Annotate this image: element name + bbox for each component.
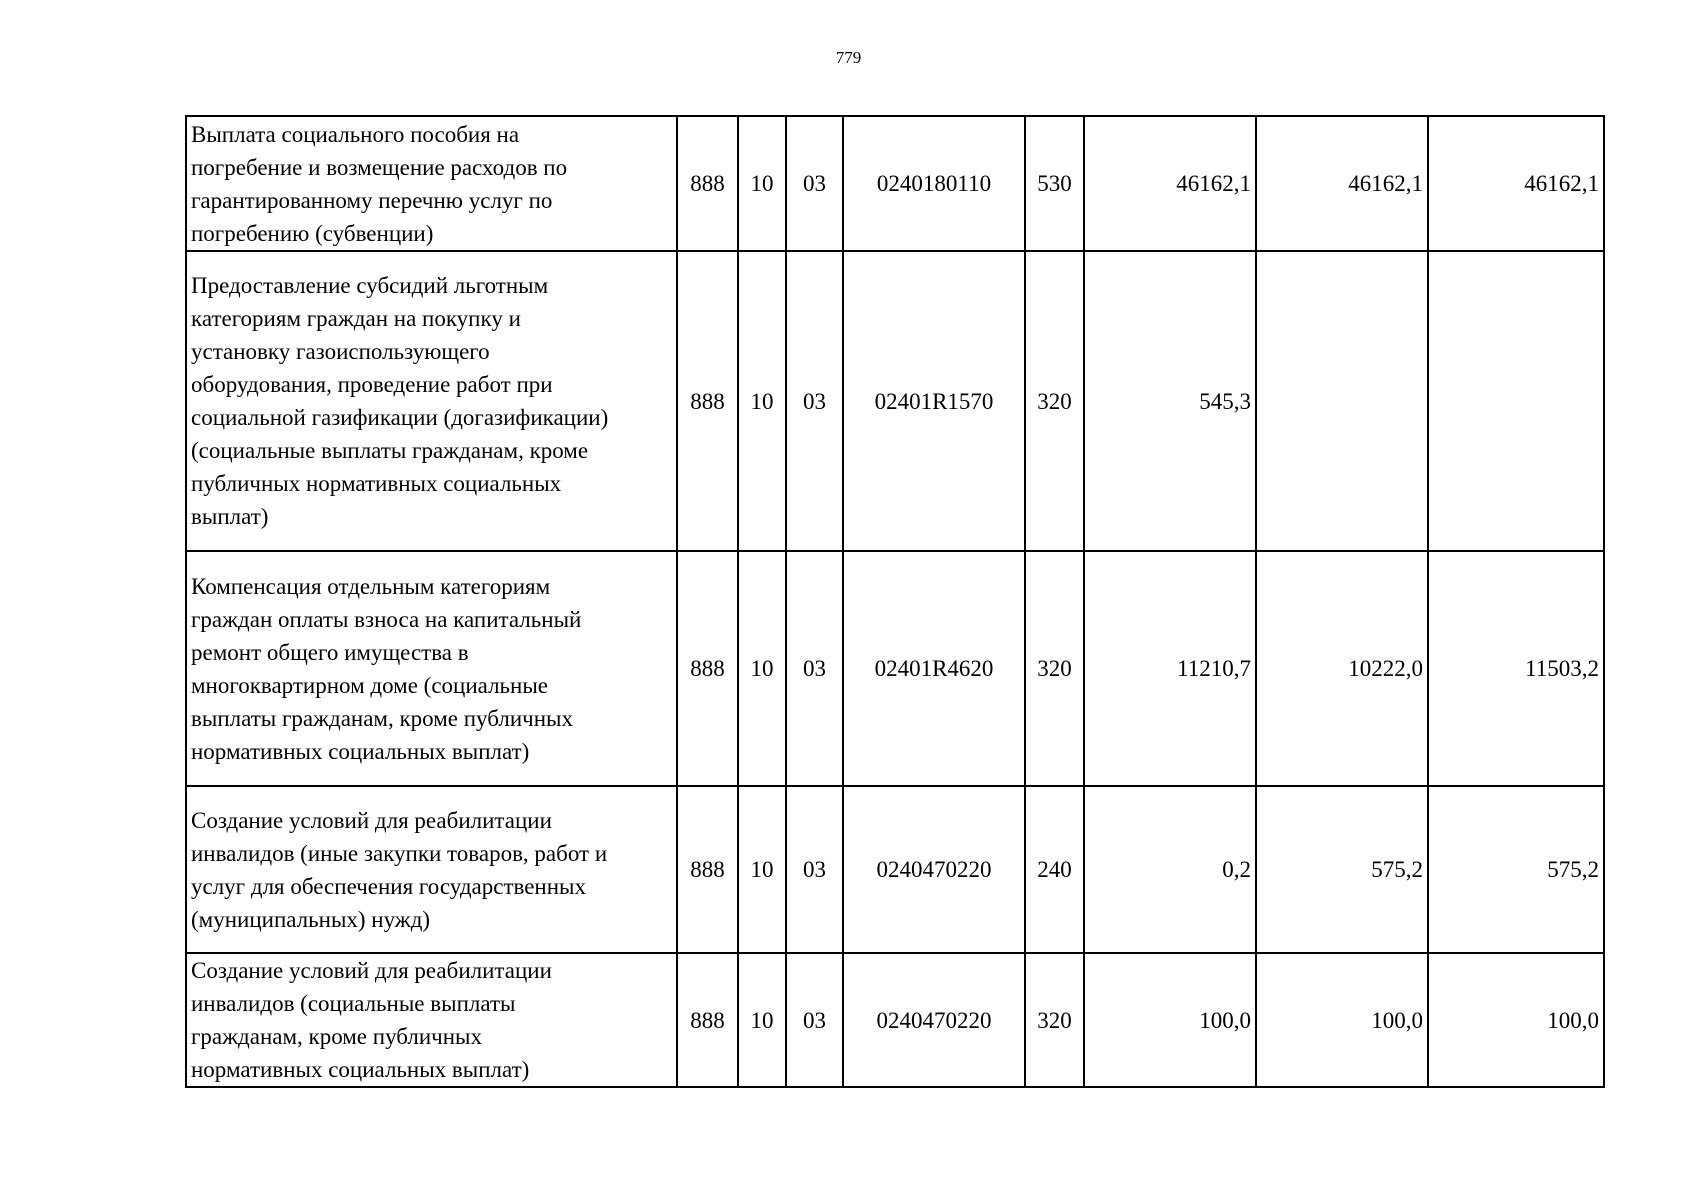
section-code-cell: 10 bbox=[738, 551, 786, 786]
target-article-cell: 0240470220 bbox=[843, 786, 1025, 953]
budget-table bbox=[185, 115, 1605, 1088]
subsection-code-cell: 03 bbox=[786, 786, 843, 953]
sum-year-1-cell: 100,0 bbox=[1084, 953, 1256, 1087]
sum-year-3-cell: 46162,1 bbox=[1428, 116, 1604, 251]
expense-type-cell: 320 bbox=[1025, 551, 1084, 786]
sum-year-2-cell: 10222,0 bbox=[1256, 551, 1428, 786]
target-article-cell: 02401R4620 bbox=[843, 551, 1025, 786]
section-code-cell: 10 bbox=[738, 786, 786, 953]
sum-year-2-cell bbox=[1256, 251, 1428, 551]
subsection-code-cell: 03 bbox=[786, 116, 843, 251]
target-article-cell: 0240470220 bbox=[843, 953, 1025, 1087]
expense-name-cell: Создание условий для реабилитации инвалидов (социальные выплаты гражданам, кроме публичных нормативных социальных выплат) bbox=[186, 953, 677, 1087]
department-code-cell: 888 bbox=[677, 786, 738, 953]
table-row bbox=[186, 551, 1604, 786]
expense-type-cell: 530 bbox=[1025, 116, 1084, 251]
subsection-code-cell: 03 bbox=[786, 551, 843, 786]
target-article-cell: 02401R1570 bbox=[843, 251, 1025, 551]
department-code-cell: 888 bbox=[677, 116, 738, 251]
sum-year-3-cell: 100,0 bbox=[1428, 953, 1604, 1087]
section-code-cell: 10 bbox=[738, 953, 786, 1087]
department-code-cell: 888 bbox=[677, 251, 738, 551]
table-row bbox=[186, 251, 1604, 551]
expense-name-cell: Предоставление субсидий льготным категориям граждан на покупку и установку газоиспользующего оборудования, проведение работ при социальной газификации (догазификации) (социальные выплаты гражданам, кроме публичных нормативных социальных выплат) bbox=[186, 251, 677, 551]
section-code-cell: 10 bbox=[738, 116, 786, 251]
expense-type-cell: 320 bbox=[1025, 251, 1084, 551]
table-row bbox=[186, 786, 1604, 953]
sum-year-1-cell: 11210,7 bbox=[1084, 551, 1256, 786]
sum-year-1-cell: 0,2 bbox=[1084, 786, 1256, 953]
sum-year-1-cell: 46162,1 bbox=[1084, 116, 1256, 251]
table-row bbox=[186, 116, 1604, 251]
sum-year-3-cell bbox=[1428, 251, 1604, 551]
sum-year-2-cell: 46162,1 bbox=[1256, 116, 1428, 251]
department-code-cell: 888 bbox=[677, 953, 738, 1087]
sum-year-2-cell: 100,0 bbox=[1256, 953, 1428, 1087]
page-number: 779 bbox=[835, 48, 862, 67]
expense-type-cell: 240 bbox=[1025, 786, 1084, 953]
table-row bbox=[186, 953, 1604, 1087]
sum-year-1-cell: 545,3 bbox=[1084, 251, 1256, 551]
section-code-cell: 10 bbox=[738, 251, 786, 551]
expense-type-cell: 320 bbox=[1025, 953, 1084, 1087]
subsection-code-cell: 03 bbox=[786, 953, 843, 1087]
sum-year-2-cell: 575,2 bbox=[1256, 786, 1428, 953]
target-article-cell: 0240180110 bbox=[843, 116, 1025, 251]
sum-year-3-cell: 575,2 bbox=[1428, 786, 1604, 953]
sum-year-3-cell: 11503,2 bbox=[1428, 551, 1604, 786]
expense-name-cell: Выплата социального пособия на погребение и возмещение расходов по гарантированному перечню услуг по погребению (субвенции) bbox=[186, 116, 677, 251]
expense-name-cell: Создание условий для реабилитации инвалидов (иные закупки товаров, работ и услуг для обеспечения государственных (муниципальных) нужд) bbox=[186, 786, 677, 953]
department-code-cell: 888 bbox=[677, 551, 738, 786]
subsection-code-cell: 03 bbox=[786, 251, 843, 551]
expense-name-cell: Компенсация отдельным категориям граждан оплаты взноса на капитальный ремонт общего имущества в многоквартирном доме (социальные выплаты гражданам, кроме публичных нормативных социальных выплат) bbox=[186, 551, 677, 786]
